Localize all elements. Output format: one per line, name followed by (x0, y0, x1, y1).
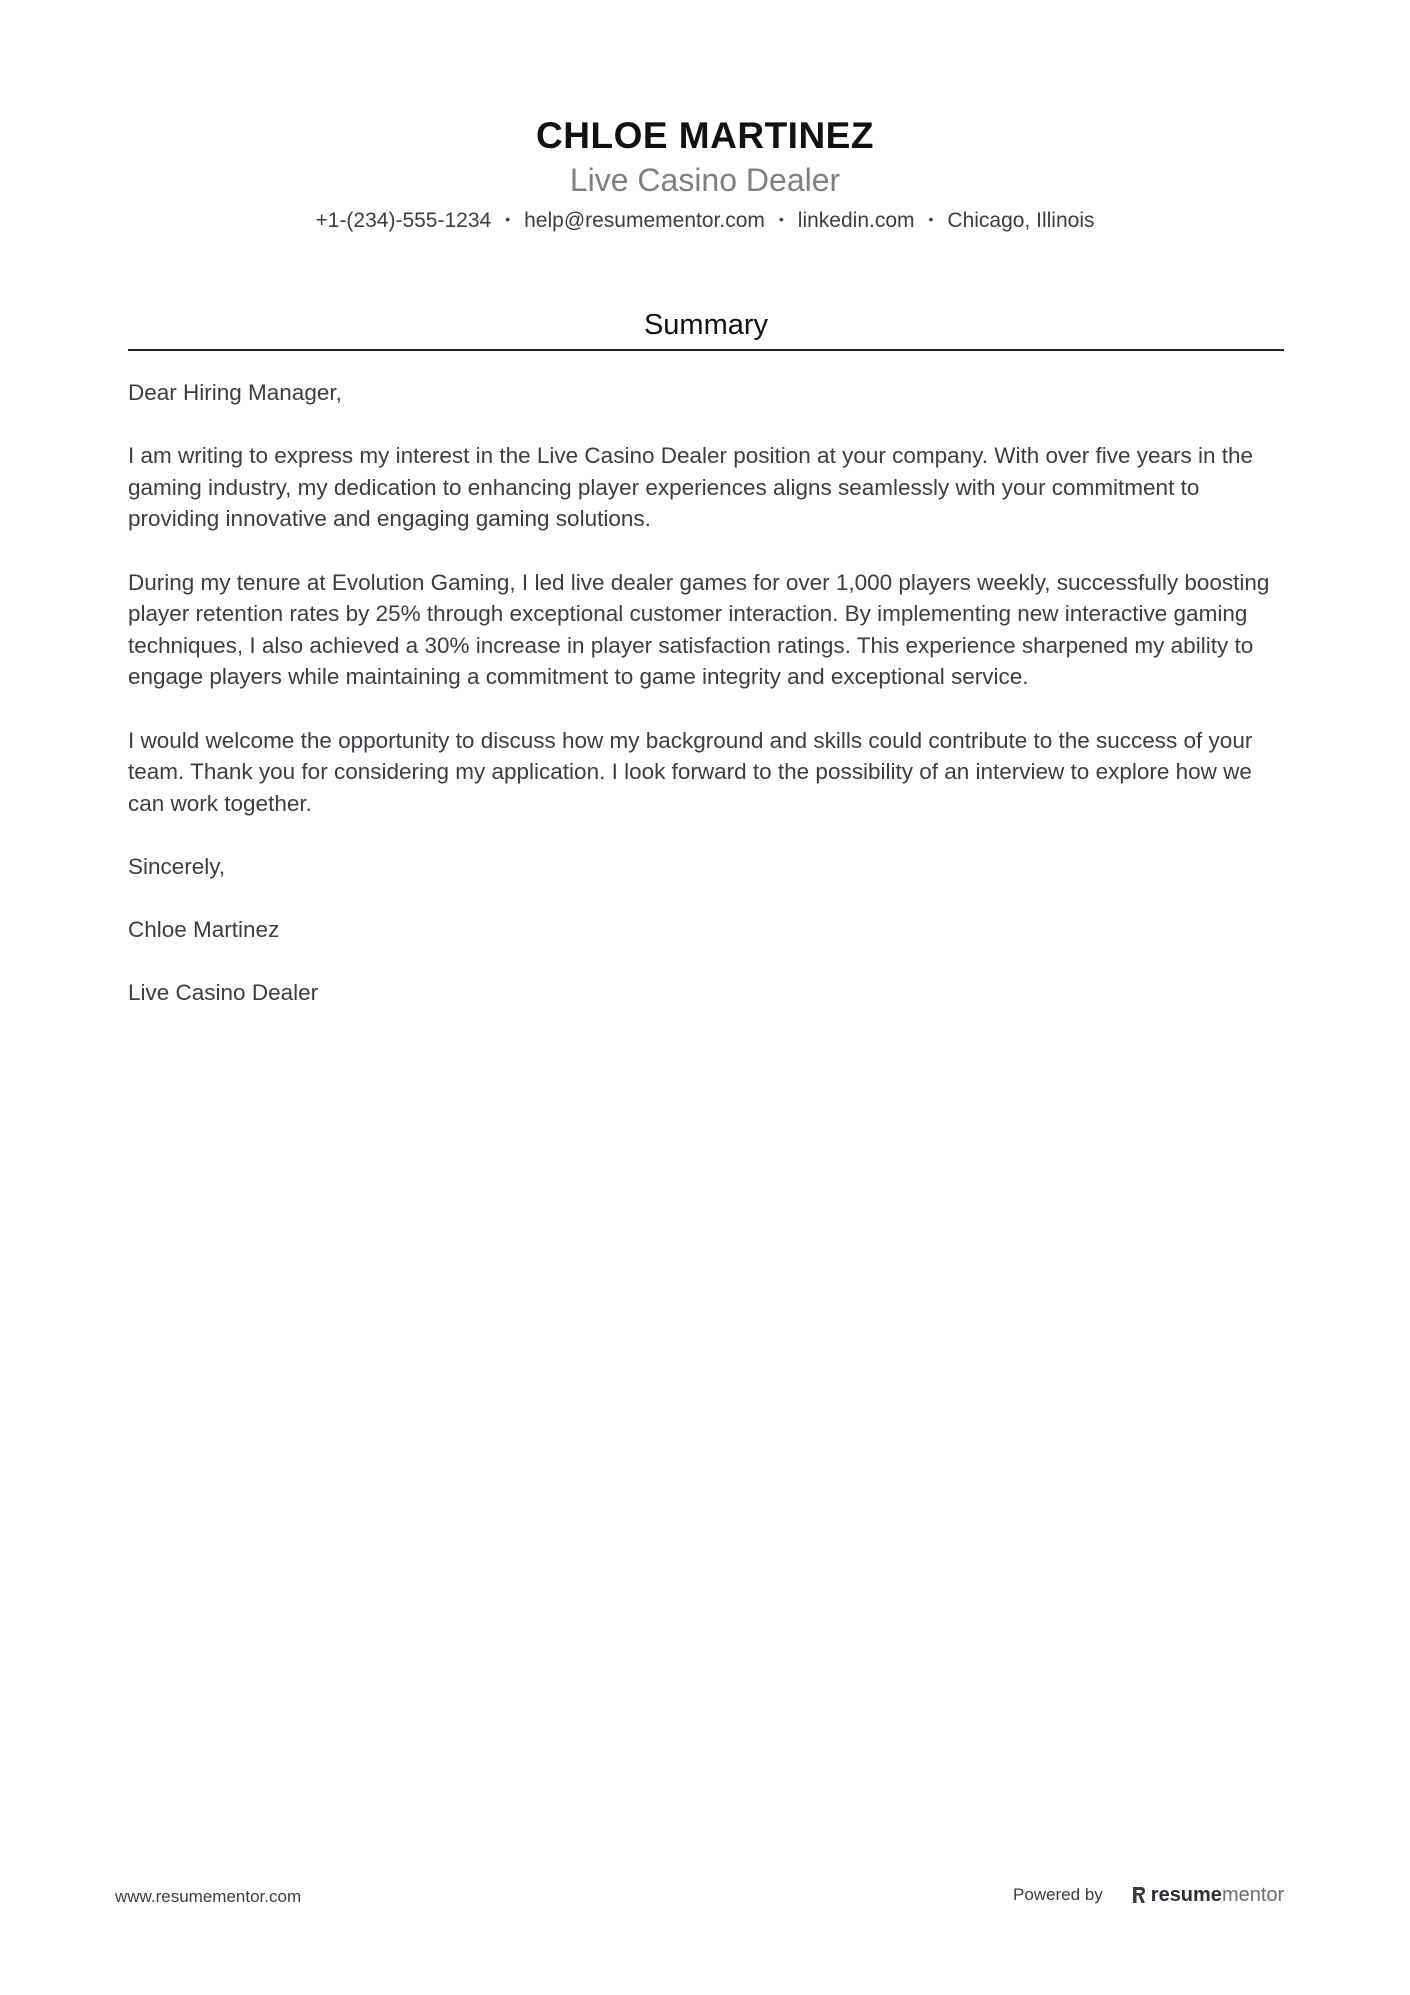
powered-by-label: Powered by (1013, 1885, 1103, 1904)
contact-linkedin: linkedin.com (797, 209, 915, 232)
signature-name: Chloe Martinez (128, 917, 280, 943)
signature-title: Live Casino Dealer (128, 980, 319, 1006)
resumementor-logo-icon (1131, 1885, 1147, 1905)
letter-greeting: Dear Hiring Manager, (128, 380, 342, 405)
footer-branding (1013, 1880, 1284, 1910)
candidate-job-title: Live Casino Dealer (569, 162, 841, 198)
footer-website-link[interactable]: www.resumementor.com (115, 1887, 302, 1906)
section-title-summary: Summary (643, 309, 769, 341)
contact-phone: +1-(234)-555-1234 (315, 209, 492, 232)
candidate-name: CHLOE MARTINEZ (536, 115, 874, 156)
logo-text-mentor: mentor (1221, 1883, 1285, 1906)
letter-closing: Sincerely, (128, 853, 226, 879)
contact-line (0, 204, 1410, 236)
header (0, 112, 1410, 236)
contact-separator: • (928, 211, 934, 227)
contact-location: Chicago, Illinois (947, 209, 1095, 232)
letter-paragraph-3: I would welcome the opportunity to discuss how my background and skills could contribute to the success of your team. Thank you for considering my application. I look forward to the possibility of an interview to explore how we can work together. (128, 727, 1253, 816)
letter-body (128, 377, 1284, 1040)
contact-email: help@resumementor.com (524, 209, 765, 232)
contact-separator: • (778, 211, 784, 227)
letter-paragraph-2: During my tenure at Evolution Gaming, I led live dealer games for over 1,000 players weekly, successfully boosting player retention rates by 25% through exceptional customer interaction. By implementing new interactive gaming techniques, I also achieved a 30% increase in player satisfaction ratings. This experience sharpened my ability to engage players while maintaining a commitment to game integrity and exceptional service. (128, 569, 1270, 690)
resumementor-logo[interactable] (1131, 1884, 1284, 1907)
logo-text-resume: resume (1150, 1883, 1222, 1906)
section-divider (128, 349, 1284, 351)
letter-paragraph-1: I am writing to express my interest in the Live Casino Dealer position at your company. With over five years in the gaming industry, my dedication to enhancing player experiences aligns seamlessly with your commitment to providing innovative and engaging gaming solutions. (128, 443, 1254, 532)
contact-separator: • (505, 211, 511, 227)
